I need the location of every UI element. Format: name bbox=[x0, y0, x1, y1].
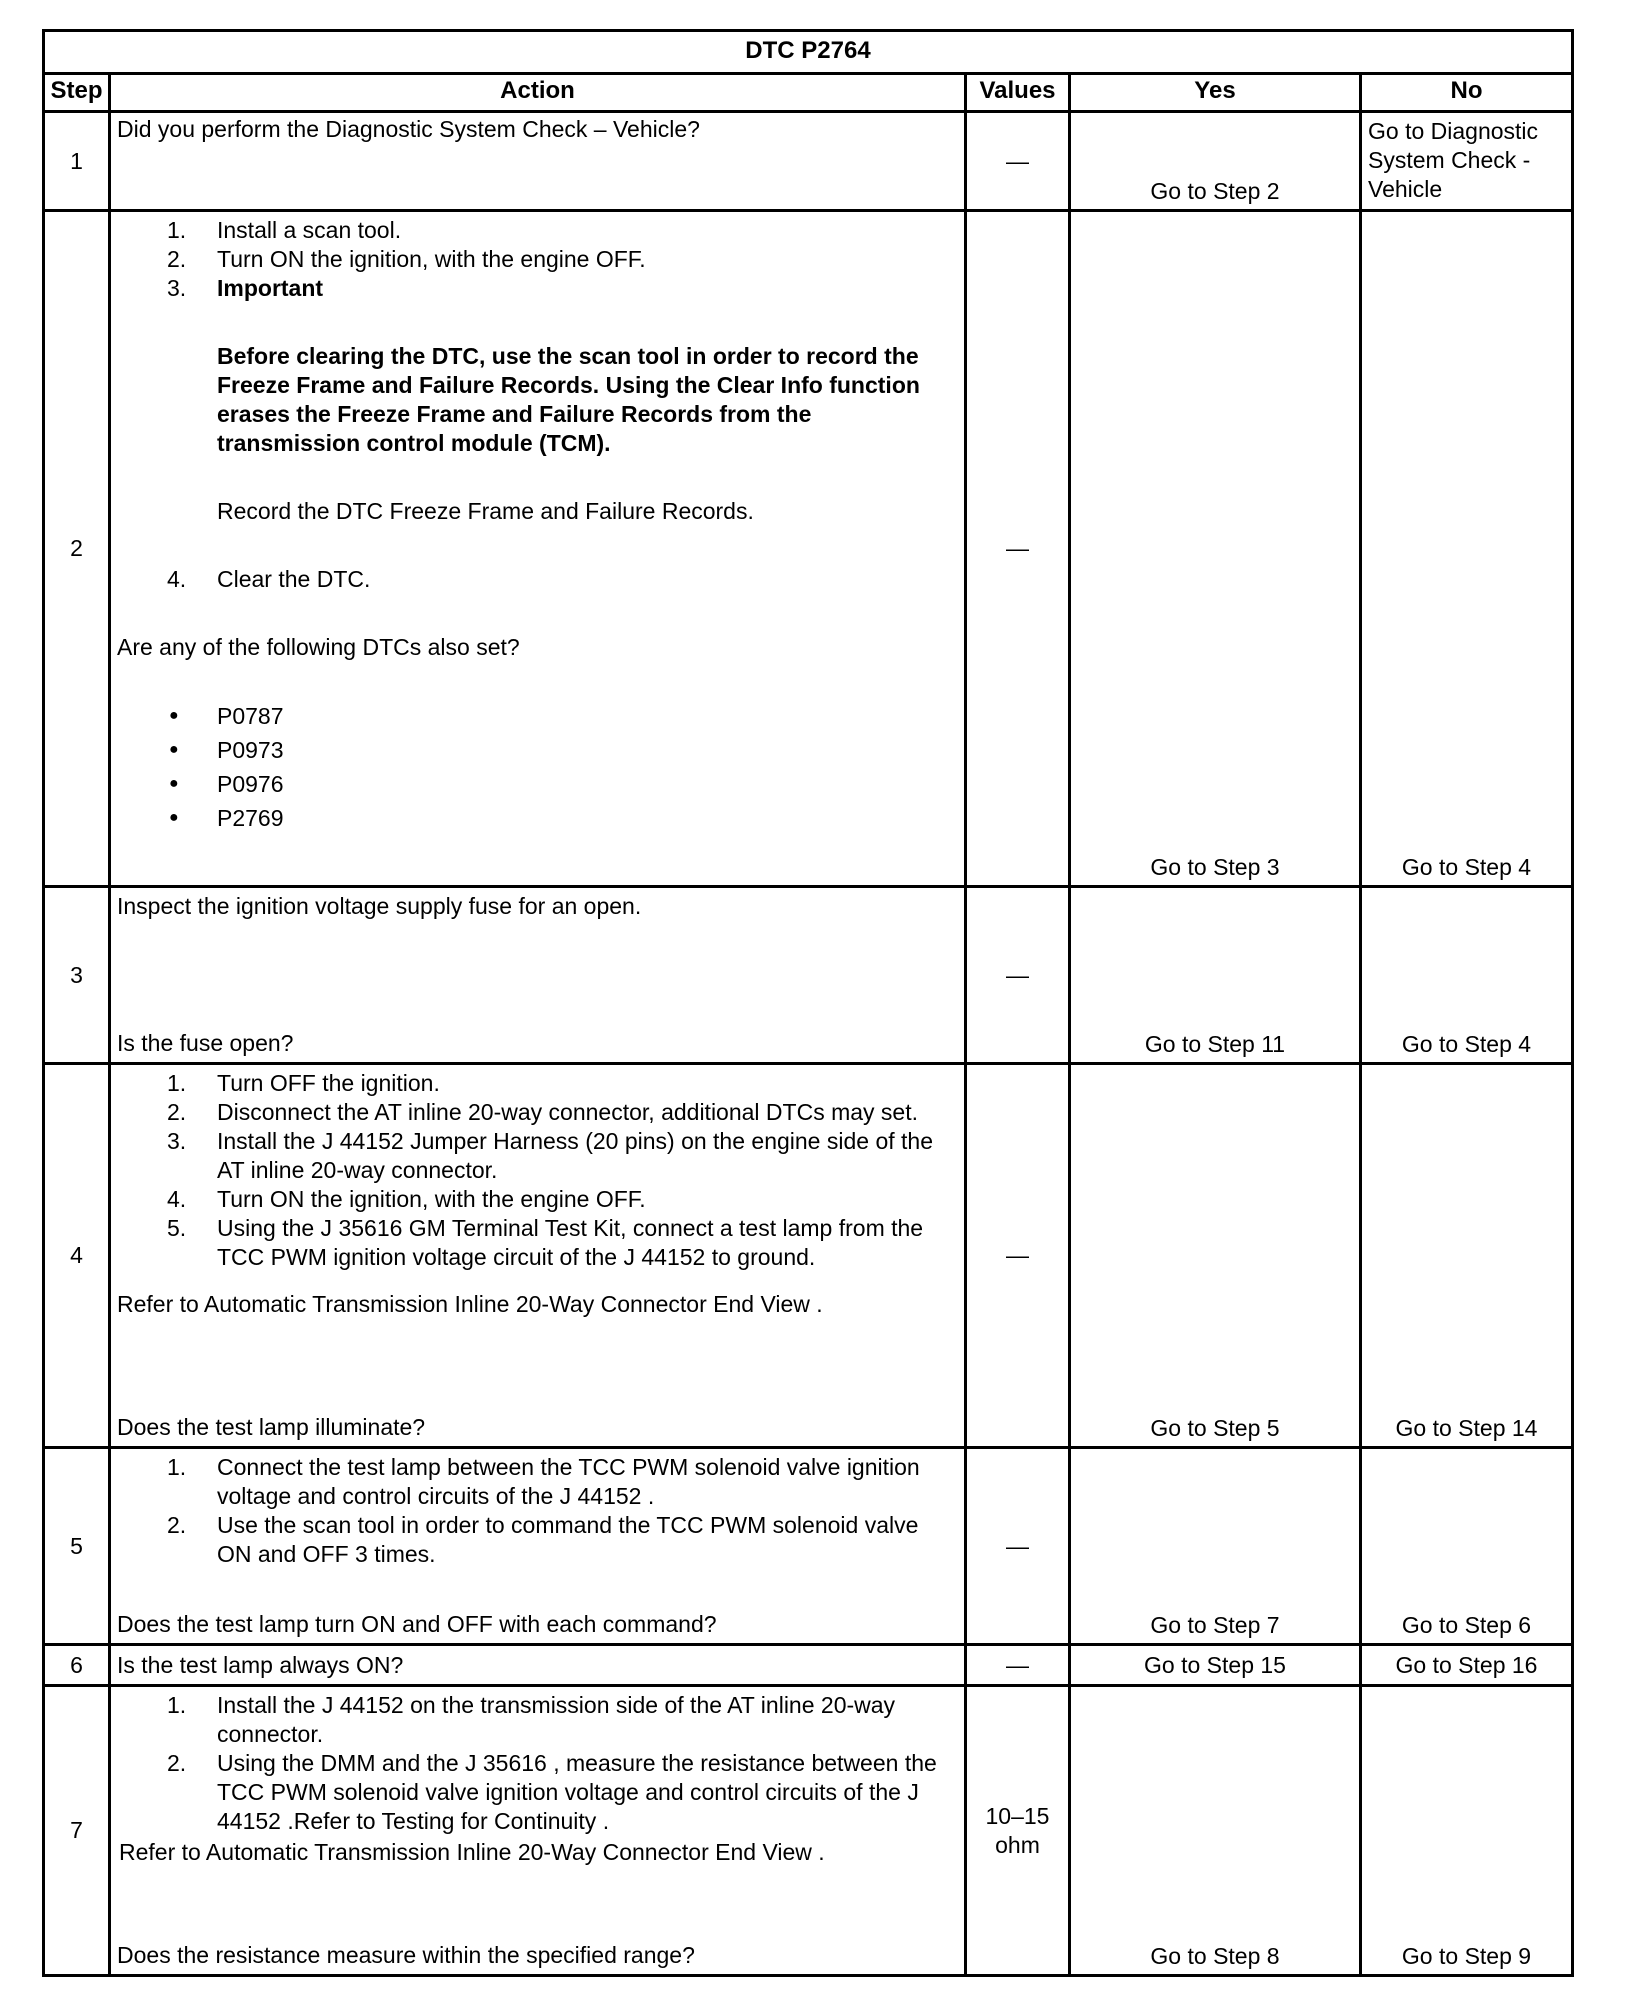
question-text: Does the test lamp illuminate? bbox=[117, 1414, 426, 1440]
header-values: Values bbox=[967, 72, 1071, 110]
step-number: 2 bbox=[45, 212, 111, 885]
yes-cell: Go to Step 5 bbox=[1071, 1065, 1362, 1446]
procedure-list bbox=[117, 1691, 958, 1836]
action-cell bbox=[111, 1646, 967, 1684]
action-cell bbox=[111, 888, 967, 1062]
table-title: DTC P2764 bbox=[45, 32, 1571, 75]
table-row bbox=[45, 1449, 1571, 1646]
step-number: 3 bbox=[45, 888, 111, 1062]
list-item: 2. Disconnect the AT inline 20-way connector, additional DTCs may set. bbox=[167, 1099, 918, 1125]
action-cell bbox=[111, 1687, 967, 1974]
values-cell: — bbox=[967, 1449, 1071, 1643]
list-item: 3. Important bbox=[167, 275, 324, 301]
no-cell: Go to Step 4 bbox=[1401, 1031, 1532, 1057]
values-cell: — bbox=[967, 888, 1071, 1062]
procedure-list bbox=[117, 216, 958, 303]
values-cell: 10–15 ohm bbox=[967, 1687, 1071, 1974]
table-row bbox=[45, 212, 1571, 888]
table-row bbox=[45, 1065, 1571, 1449]
important-label: Important bbox=[217, 275, 324, 301]
no-cell: Go to Step 9 bbox=[1401, 1943, 1532, 1969]
list-item: 4. Clear the DTC. bbox=[167, 566, 371, 592]
list-item: 2. Use the scan tool in order to command the TCC PWM solenoid valve ON and OFF 3 times. bbox=[167, 1512, 919, 1567]
no-cell: Go to Step 4 bbox=[1401, 854, 1532, 880]
list-item: 2. Using the DMM and the J 35616 , measure the resistance between the TCC PWM solenoid valve ignition voltage and control circuits of the J 44152 .Refer to Testing for Continuity . bbox=[167, 1750, 937, 1834]
list-item: ● P0787 bbox=[117, 699, 958, 733]
table-row bbox=[45, 1687, 1571, 1974]
list-item: ● P0976 bbox=[117, 767, 958, 801]
table-row bbox=[45, 888, 1571, 1065]
dtc-list bbox=[117, 699, 958, 835]
yes-cell: Go to Step 8 bbox=[1071, 1687, 1362, 1974]
important-note: Before clearing the DTC, use the scan tool in order to record the Freeze Frame and Failure Records. Using the Clear Info function erases the Freeze Frame and Failure Records from the transmission control module (TCM). bbox=[217, 343, 920, 456]
question-text: Does the test lamp turn ON and OFF with each command? bbox=[117, 1611, 717, 1637]
action-text: Is the test lamp always ON? bbox=[117, 1652, 404, 1678]
question-intro: Are any of the following DTCs also set? bbox=[117, 634, 520, 660]
no-cell: Go to Step 14 bbox=[1395, 1415, 1538, 1441]
step-number: 1 bbox=[45, 113, 111, 209]
list-item: 1. Connect the test lamp between the TCC PWM solenoid valve ignition voltage and control circuits of the J 44152 . bbox=[167, 1454, 920, 1509]
list-item: 2. Turn ON the ignition, with the engine OFF. bbox=[167, 246, 646, 272]
action-cell bbox=[111, 113, 967, 209]
refer-text: Refer to Automatic Transmission Inline 20-Way Connector End View . bbox=[119, 1839, 825, 1865]
step-number: 4 bbox=[45, 1065, 111, 1446]
yes-cell: Go to Step 3 bbox=[1071, 212, 1362, 885]
list-item: ● P2769 bbox=[117, 801, 958, 835]
action-cell bbox=[111, 212, 967, 885]
action-cell bbox=[111, 1449, 967, 1643]
step-number: 7 bbox=[45, 1687, 111, 1974]
question-text: Is the fuse open? bbox=[117, 1030, 294, 1056]
no-text: Go to Diagnostic System Check - Vehicle bbox=[1368, 118, 1539, 202]
procedure-list bbox=[117, 565, 958, 594]
header-no: No bbox=[1450, 77, 1483, 104]
refer-text: Refer to Automatic Transmission Inline 20-Way Connector End View . bbox=[117, 1291, 823, 1317]
action-cell bbox=[111, 1065, 967, 1446]
list-item: 5. Using the J 35616 GM Terminal Test Kit, connect a test lamp from the TCC PWM ignition voltage circuit of the J 44152 to ground. bbox=[167, 1215, 924, 1270]
header-step: Step bbox=[45, 72, 111, 110]
step-number: 5 bbox=[45, 1449, 111, 1643]
values-cell: — bbox=[967, 1646, 1071, 1684]
list-item: ● P0973 bbox=[117, 733, 958, 767]
no-cell: Go to Step 6 bbox=[1401, 1612, 1532, 1638]
list-item: 3. Install the J 44152 Jumper Harness (20 pins) on the engine side of the AT inline 20-way connector. bbox=[167, 1128, 933, 1183]
table-row bbox=[45, 113, 1571, 212]
values-cell: — bbox=[967, 113, 1071, 209]
record-text: Record the DTC Freeze Frame and Failure Records. bbox=[217, 498, 754, 524]
list-item: 1. Install a scan tool. bbox=[167, 217, 402, 243]
table-row bbox=[45, 1646, 1571, 1687]
yes-cell: Go to Step 7 bbox=[1071, 1449, 1362, 1643]
header-yes: Yes bbox=[1071, 72, 1362, 110]
list-item: 1. Install the J 44152 on the transmission side of the AT inline 20-way connector. bbox=[167, 1692, 896, 1747]
no-cell bbox=[1362, 113, 1571, 209]
list-item: 4. Turn ON the ignition, with the engine OFF. bbox=[167, 1186, 646, 1212]
question-text: Does the resistance measure within the specified range? bbox=[117, 1942, 695, 1968]
no-cell: Go to Step 16 bbox=[1395, 1651, 1538, 1678]
action-text: Inspect the ignition voltage supply fuse for an open. bbox=[117, 893, 642, 919]
step-number: 6 bbox=[45, 1646, 111, 1684]
yes-cell: Go to Step 15 bbox=[1071, 1646, 1362, 1684]
yes-cell: Go to Step 2 bbox=[1071, 113, 1362, 209]
action-text: Did you perform the Diagnostic System Check – Vehicle? bbox=[117, 116, 700, 142]
yes-cell: Go to Step 11 bbox=[1071, 888, 1362, 1062]
list-item: 1. Turn OFF the ignition. bbox=[167, 1070, 440, 1096]
header-row bbox=[45, 72, 1571, 113]
values-cell: — bbox=[967, 212, 1071, 885]
values-cell: — bbox=[967, 1065, 1071, 1446]
procedure-list bbox=[117, 1453, 958, 1569]
dtc-table bbox=[42, 29, 1574, 1977]
procedure-list bbox=[117, 1069, 958, 1272]
header-action: Action bbox=[111, 72, 967, 110]
